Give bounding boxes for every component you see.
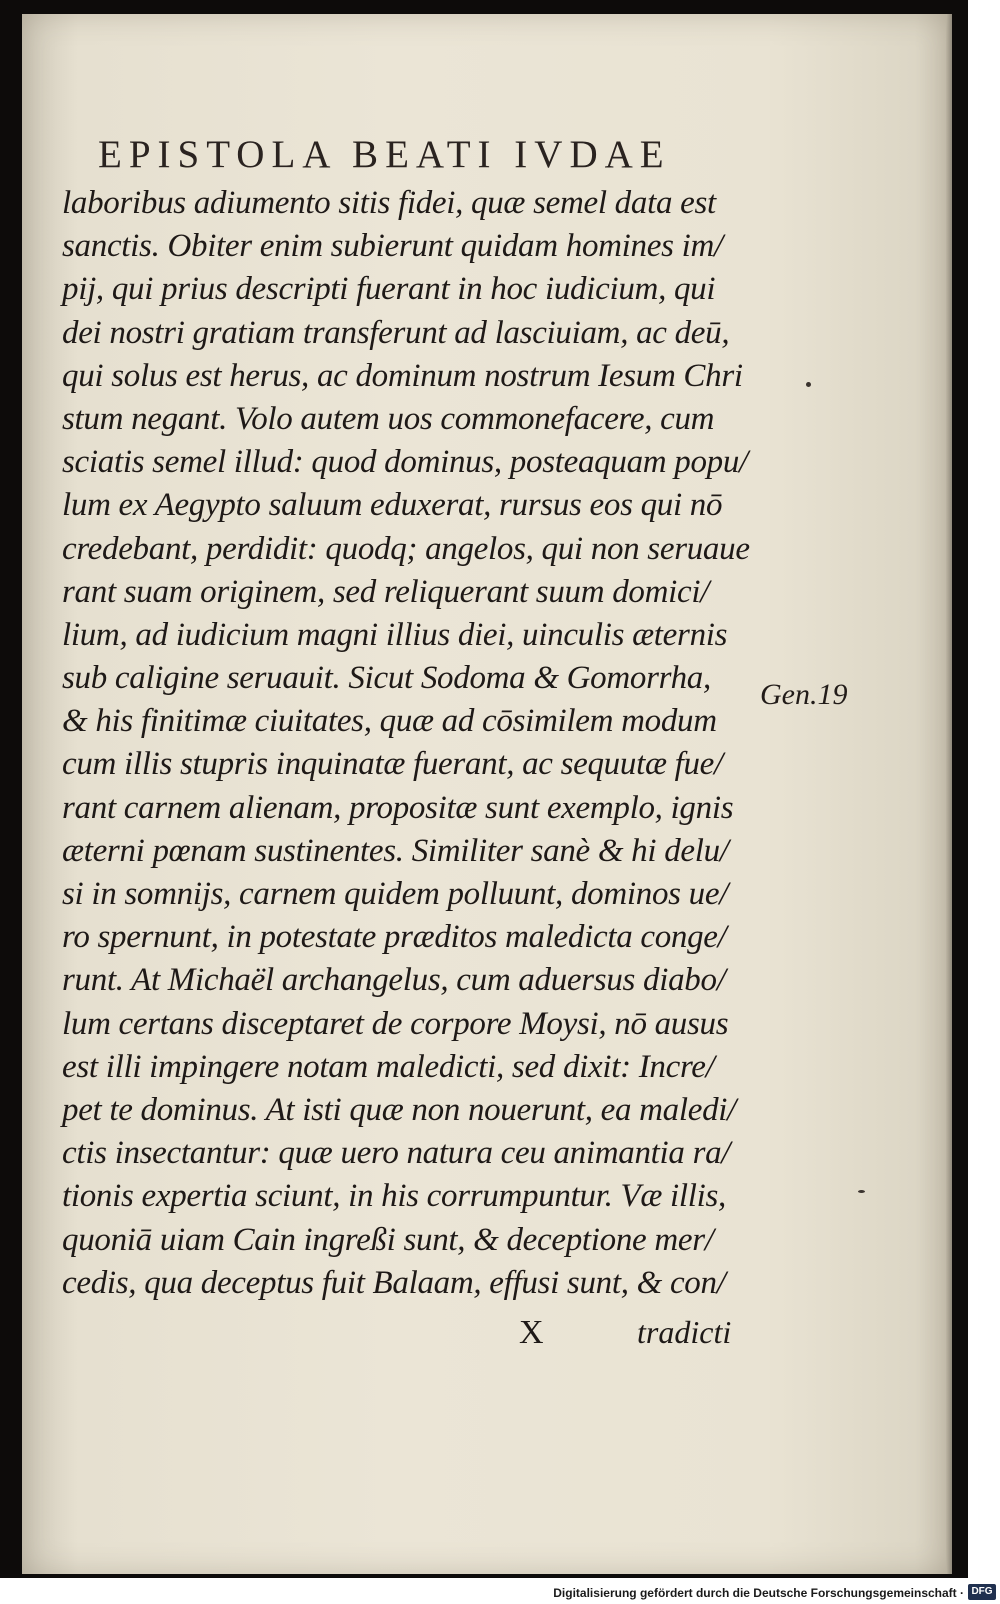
text-line: runt. At Michaël archangelus, cum aduersus diabo/ [62,962,726,999]
text-line: quoniā uiam Cain ingreßi sunt, & deceptione mer/ [62,1221,714,1258]
dfg-logo: DFG [968,1584,996,1600]
signature-mark: X [519,1314,544,1351]
text-line: credebant, perdidit: quodq; angelos, qui non seruaue [62,530,750,567]
funding-credit: Digitalisierung gefördert durch die Deutsche Forschungsgemeinschaft · [553,1586,964,1600]
text-line: lum ex Aegypto saluum eduxerat, rursus eos qui nō [62,487,723,524]
text-line: qui solus est herus, ac dominum nostrum Iesum Chri [62,357,743,394]
book-page [22,14,952,1574]
text-line: laboribus adiumento sitis fidei, quæ semel data est [62,185,716,221]
text-line: dei nostri gratiam transferunt ad lasciuiam, ac deū, [62,314,730,351]
ink-speck [858,1190,865,1193]
text-line: lium, ad iudicium magni illius diei, uinculis æternis [62,616,728,653]
text-line: rant suam originem, sed reliquerant suum domici/ [62,573,710,610]
text-line: ro spernunt, in potestate præditos maledicta conge/ [62,919,727,956]
text-line: pij, qui prius descripti fuerant in hoc iudicium, qui [62,271,716,308]
catchword: tradicti [637,1314,732,1350]
ink-speck [806,382,811,387]
text-line: lum certans disceptaret de corpore Moysi, nō ausus [62,1005,729,1042]
text-line: est illi impingere notam maledicti, sed dixit: Incre/ [62,1048,715,1085]
text-line: æterni pœnam sustinentes. Similiter sanè & hi delu/ [62,832,729,869]
text-block [62,182,762,1305]
text-line: pet te dominus. At isti quæ non nouerunt, ea maledi/ [62,1091,737,1128]
text-line: cedis, qua deceptus fuit Balaam, effusi sunt, & con/ [62,1264,726,1301]
text-line: si in somnijs, carnem quidem polluunt, dominos ue/ [62,876,729,912]
marginal-note: Gen.19 [760,678,848,711]
text-line: sciatis semel illud: quod dominus, posteaquam popu/ [62,444,748,481]
text-line: cum illis stupris inquinatæ fuerant, ac sequutæ fue/ [62,746,723,783]
text-line: stum negant. Volo autem uos commonefacere, cum [62,400,715,437]
text-line: ctis insectantur: quæ uero natura ceu animantia ra/ [62,1135,731,1172]
text-line: rant carnem alienam, propositæ sunt exemplo, ignis [62,789,734,826]
running-head: EPISTOLA BEATI IVDAE [98,133,671,176]
text-line: sub caligine seruauit. Sicut Sodoma & Gomorrha, [62,660,711,697]
page-edge [946,14,952,1574]
text-line: sanctis. Obiter enim subierunt quidam homines im/ [62,228,723,265]
text-line: tionis expertia sciunt, in his corrumpuntur. Væ illis, [62,1178,726,1215]
text-line: & his finitimæ ciuitates, quæ ad cōsimilem modum [62,703,717,740]
